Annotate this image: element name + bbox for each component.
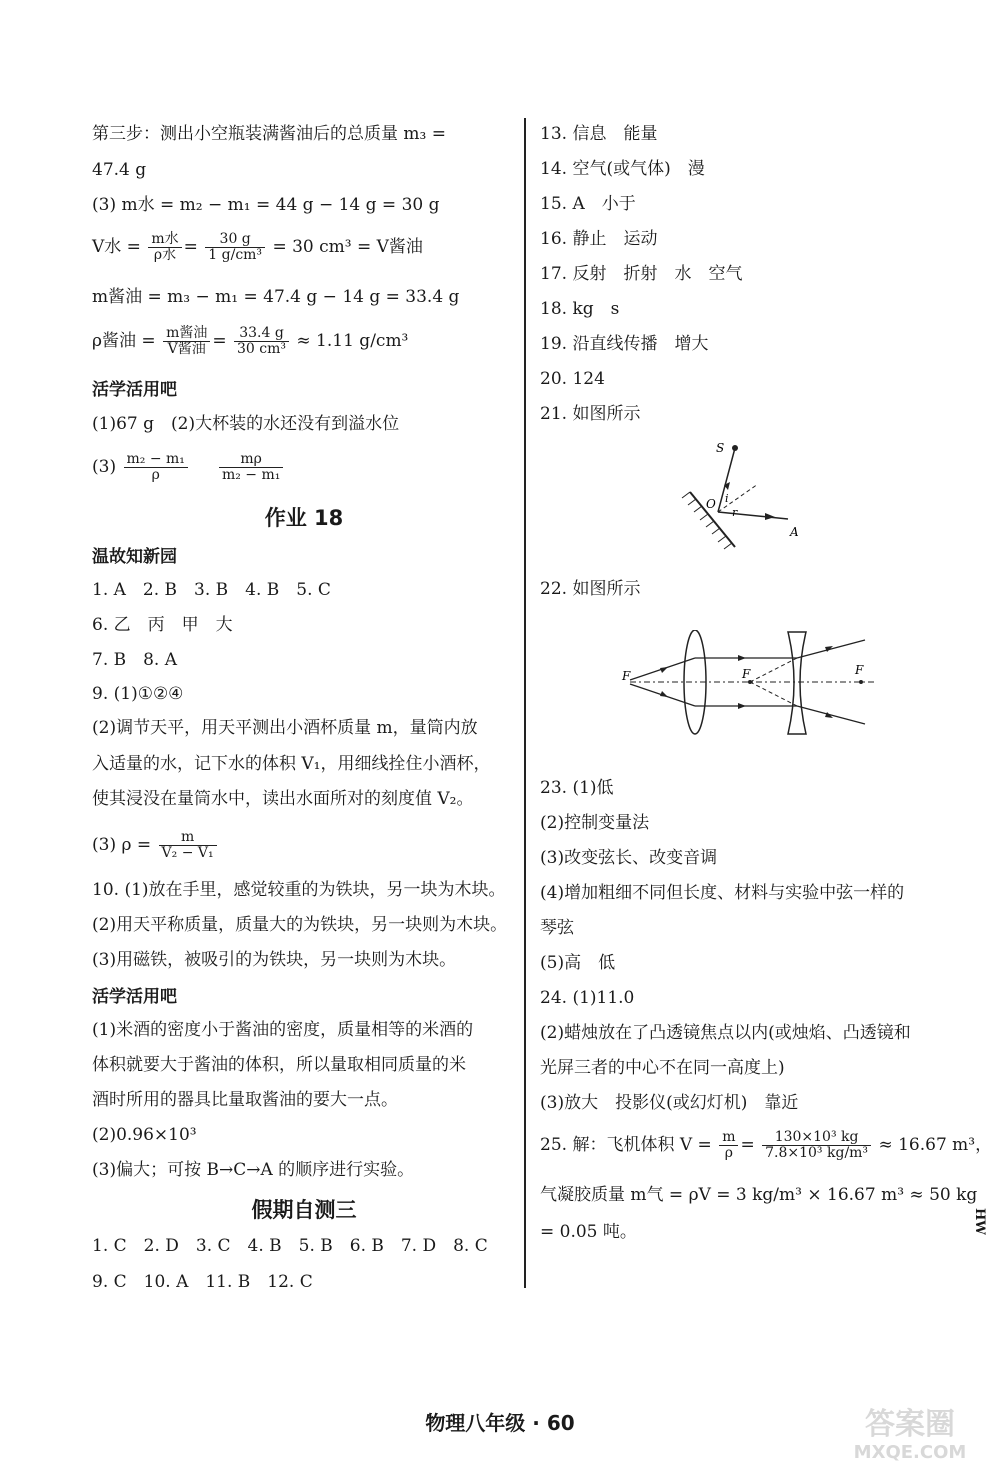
density-formula: (3) ρ = $\frac{m}{\text{V₂ − V₁}}$ xyxy=(92,830,219,861)
focus-right: F xyxy=(855,663,864,677)
answer-line: 13. 信息 能量 xyxy=(540,124,658,144)
answer-line: = 0.05 吨。 xyxy=(540,1222,637,1242)
answer-line: 体积就要大于酱油的体积，所以量取相同质量的米 xyxy=(92,1055,466,1075)
water-mass: (3) m水 = m₂ − m₁ = 44 g − 14 g = 30 g xyxy=(92,195,440,215)
answer-line: 气凝胶质量 m气 = ρV = 3 kg/m³ × 16.67 m³ ≈ 50 kg xyxy=(540,1185,978,1205)
answer-line: 入适量的水，记下水的体积 V₁，用细线拴住小酒杯， xyxy=(92,754,491,774)
answer-line: (3)改变弦长、改变音调 xyxy=(540,848,718,868)
soy-density: ρ酱油 = $\frac{\text{m酱油}}{\text{V酱油}}$ = $\frac{33.4 g}{\text{30 cm³}}$ ≈ 1.11 g/cm³ xyxy=(92,325,409,357)
volume-formula: 25. 解：飞机体积 V = $\frac{m}{\rho}$ = $\frac{\text{130×10³ kg}}{\text{7.8×10³ kg/m³}}$ ≈ 16.67 m³， xyxy=(540,1129,993,1161)
label-s: S xyxy=(716,441,725,455)
svg-text:MXQE.COM: MXQE.COM xyxy=(853,1442,967,1463)
answer-line: 6. 乙 丙 甲 大 xyxy=(92,615,233,635)
concave-lens xyxy=(788,632,806,734)
label-a: A xyxy=(790,525,799,539)
answer-line: 23. (1)低 xyxy=(540,778,614,798)
step-three: 第三步：测出小空瓶装满酱油后的总质量 m₃ = xyxy=(92,124,446,144)
answer-fraction: (3) $\frac{\text{m₂ − m₁}}{\rho}$ $\frac{m\rho}{\text{m₂ − m₁}}$ xyxy=(92,452,285,483)
reflection-diagram xyxy=(680,440,820,550)
answer-line: 7. B 8. A xyxy=(92,650,178,670)
virtual-top xyxy=(750,658,797,682)
answer-line: (2)用天平称质量，质量大的为铁块，另一块则为木块。 xyxy=(92,915,508,935)
answer-line: 18. kg s xyxy=(540,299,620,319)
answer-line: (3)用磁铁，被吸引的为铁块，另一块则为木块。 xyxy=(92,950,457,970)
focus-left: F xyxy=(622,669,631,683)
answer-line: 15. A 小于 xyxy=(540,194,636,214)
answer-line: 21. 如图所示 xyxy=(540,404,641,424)
answer-line: (4)增加粗细不同但长度、材料与实验中弦一样的 xyxy=(540,883,905,903)
label-r: r xyxy=(732,506,738,519)
answer-line: (2)调节天平，用天平测出小酒杯质量 m，量筒内放 xyxy=(92,718,478,738)
answer-line: 24. (1)11.0 xyxy=(540,988,635,1008)
column-divider xyxy=(524,118,526,1288)
label-i: i xyxy=(725,492,729,505)
svg-text:答案圈: 答案圈 xyxy=(865,1407,955,1442)
answer-line: (3)放大 投影仪(或幻灯机) 靠近 xyxy=(540,1093,799,1113)
step-three-value: 47.4 g xyxy=(92,160,147,180)
reflected-arrow xyxy=(765,513,775,520)
answer-line: 光屏三者的中心不在同一高度上) xyxy=(540,1058,785,1078)
focus-mid: F xyxy=(742,667,751,681)
water-volume: V水 = $\frac{\text{m水}}{\text{ρ水}}$ = $\frac{30 g}{\text{1 g/cm³}}$ = 30 cm³ = V酱油 xyxy=(92,231,423,263)
lens-diagram xyxy=(620,630,880,750)
answer-line: 14. 空气(或气体) 漫 xyxy=(540,159,705,179)
answer-line: (5)高 低 xyxy=(540,953,616,973)
answer-line: 17. 反射 折射 水 空气 xyxy=(540,264,743,284)
answer-line: 9. C 10. A 11. B 12. C xyxy=(92,1272,313,1292)
answer-line: (2)0.96×10³ xyxy=(92,1125,197,1145)
answer-line: 9. (1)①②④ xyxy=(92,684,184,704)
label-o: O xyxy=(706,497,716,511)
answer-line: 20. 124 xyxy=(540,369,605,389)
answer-line: (3)偏大；可按 B→C→A 的顺序进行实验。 xyxy=(92,1160,415,1180)
watermark-logo xyxy=(830,1402,990,1464)
answer-line: 22. 如图所示 xyxy=(540,579,641,599)
answer-line: 琴弦 xyxy=(540,918,574,938)
ray-top-out xyxy=(797,640,865,658)
virtual-bottom xyxy=(750,682,797,706)
answer-line: 使其浸没在量筒水中，读出水面所对的刻度值 V₂。 xyxy=(92,789,474,809)
section-heading: 活学活用吧 xyxy=(92,987,177,1007)
section-heading: 温故知新园 xyxy=(92,547,177,567)
answer-line: (1)米酒的密度小于酱油的密度，质量相等的米酒的 xyxy=(92,1020,474,1040)
answer-line: (1)67 g (2)大杯装的水还没有到溢水位 xyxy=(92,414,400,434)
answer-line: 16. 静止 运动 xyxy=(540,229,658,249)
answer-line: 1. C 2. D 3. C 4. B 5. B 6. B 7. D 8. C xyxy=(92,1236,488,1256)
answer-line: 1. A 2. B 3. B 4. B 5. C xyxy=(92,580,331,600)
reflected-ray xyxy=(718,512,788,519)
section-heading: 活学活用吧 xyxy=(92,380,177,400)
soy-mass: m酱油 = m₃ − m₁ = 47.4 g − 14 g = 33.4 g xyxy=(92,287,460,307)
answer-line: (2)控制变量法 xyxy=(540,813,650,833)
answer-line: (2)蜡烛放在了凸透镜焦点以内(或烛焰、凸透镜和 xyxy=(540,1023,911,1043)
answer-line: 10. (1)放在手里，感觉较重的为铁块，另一块为木块。 xyxy=(92,880,506,900)
answer-line: 酒时所用的器具比量取酱油的要大一点。 xyxy=(92,1090,398,1110)
homework-title: 作业 18 xyxy=(264,506,344,530)
side-mark: HW xyxy=(972,1208,987,1235)
self-test-title: 假期自测三 xyxy=(251,1198,357,1222)
page-footer: 物理八年级 · 60 xyxy=(425,1411,575,1435)
ray-bottom-out xyxy=(797,706,865,724)
answer-line: 19. 沿直线传播 增大 xyxy=(540,334,709,354)
